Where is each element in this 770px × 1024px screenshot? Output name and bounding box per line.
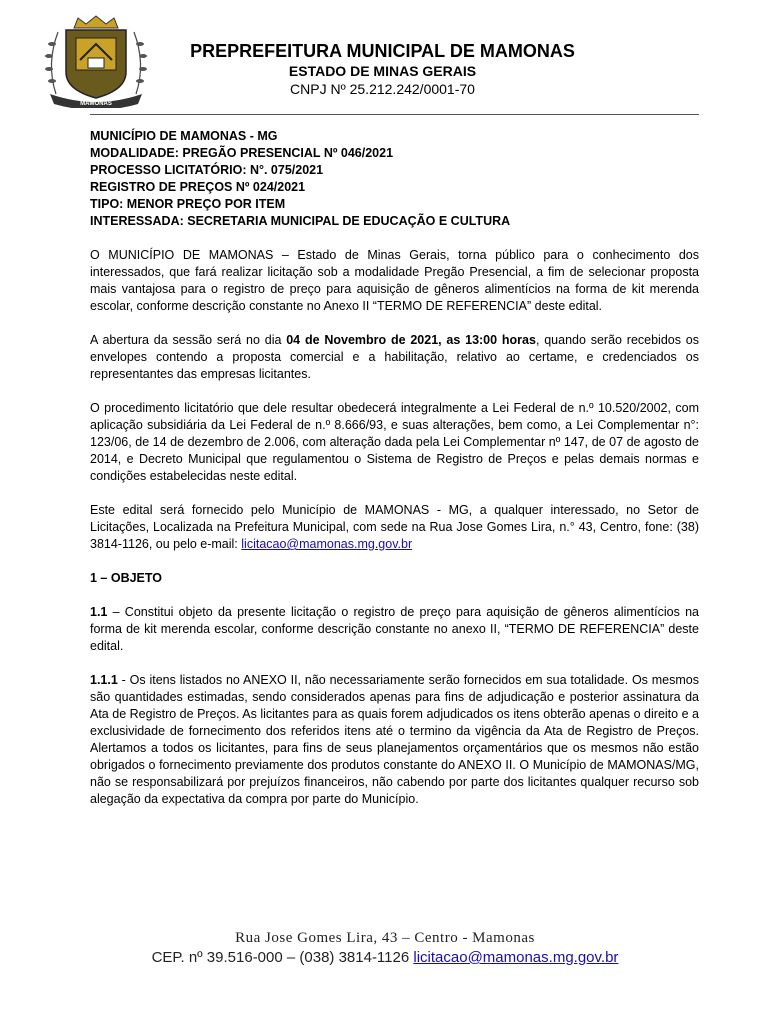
header-state: ESTADO DE MINAS GERAIS bbox=[288, 63, 477, 79]
footer-contact bbox=[0, 948, 770, 967]
footer-address: Rua Jose Gomes Lira, 43 – Centro - Mamonas bbox=[235, 930, 535, 946]
document-body bbox=[90, 128, 699, 808]
session-paragraph bbox=[90, 332, 699, 383]
clause-1-1-text: – Constitui objeto da presente licitação o registro de preço para aquisição de gêneros alimentícios na forma de kit merenda escolar, conforme descrição constante no anexo II, “TERMO DE REFERENCIA” deste edital. bbox=[90, 605, 699, 653]
intro-paragraph: O MUNICÍPIO DE MAMONAS – Estado de Minas Gerais, torna público para o conhecimento dos interessados, que fará realizar licitação sob a modalidade Pregão Presencial, a fim de selecionar proposta mais vantajosa para o registro de preço para aquisição de gêneros alimentícios na forma de kit merenda escolar, conforme descrição constante no Anexo II “TERMO DE REFERENCIA” deste edital. bbox=[90, 248, 699, 313]
document-footer bbox=[0, 929, 770, 967]
email-link[interactable]: licitacao@mamonas.mg.gov.br bbox=[241, 537, 413, 551]
municipal-crest-logo bbox=[36, 14, 156, 108]
meta-line-interessada: INTERESSADA: SECRETARIA MUNICIPAL DE EDUCAÇÃO E CULTURA bbox=[90, 214, 511, 228]
meta-line-tipo: TIPO: MENOR PREÇO POR ITEM bbox=[90, 197, 286, 211]
meta-line-modalidade: MODALIDADE: PREGÃO PRESENCIAL Nº 046/2021 bbox=[90, 146, 394, 160]
header-cnpj: CNPJ Nº 25.212.242/0001-70 bbox=[290, 81, 475, 97]
session-text-end: , quando serão recebidos os envelopes contendo a proposta comercial e a habilitação, relativo ao certame, e credenciados os representantes das empresas licitantes. bbox=[90, 333, 699, 381]
meta-line-registro: REGISTRO DE PREÇOS Nº 024/2021 bbox=[90, 180, 306, 194]
legal-basis-paragraph: O procedimento licitatório que dele resultar obedecerá integralmente a Lei Federal de n.º 10.520/2002, com aplicação subsidiária da Lei Federal de n.º 8.666/93, e suas alterações, bem como, a Lei Complementar n°: 123/06, de 14 de dezembro de 2.006, com alteração dada pela Lei Complementar nº 147, de 07 de agosto de 2014, e Decreto Municipal que regulamentou o Sistema de Registro de Preços e pelas demais normas e condições estabelecidas neste edital. bbox=[90, 401, 699, 483]
meta-line-processo: PROCESSO LICITATÓRIO: N°. 075/2021 bbox=[90, 163, 324, 177]
crest-banner-text: MAMONAS bbox=[80, 101, 112, 107]
meta-line-municipio: MUNICÍPIO DE MAMONAS - MG bbox=[90, 129, 278, 143]
document-header bbox=[165, 40, 600, 98]
session-date: 04 de Novembro de 2021, as 13:00 horas bbox=[286, 333, 536, 347]
clause-1-1-1-text: - Os itens listados no ANEXO II, não necessariamente serão fornecidos em sua totalidade. Os mesmos são quantidades estimadas, sendo considerados apenas para fins de adjudicação e posterior assinatura da Ata de Registro de Preços. As licitantes para as quais forem adjudicados os itens obterão apenas o direito e a exclusividade de fornecimento dos referidos itens até o termino da vigência da Ata de Registro de Preços. Alertamos a todos os licitantes, para fins de seus planejamentos orçamentários que os mesmos não estão obrigados o fornecimento previamente dos produtos constante do ANEXO II. O Município de MAMONAS/MG, não se responsabilizará por prejuízos financeiros, não cabendo por parte dos licitantes qualquer recurso sob alegação da expectativa da compra por parte do Município. bbox=[90, 673, 699, 806]
footer-cep-phone: CEP. nº 39.516-000 – (038) 3814-1126 bbox=[151, 949, 414, 966]
process-metadata bbox=[90, 128, 699, 230]
clause-1-1 bbox=[90, 604, 699, 655]
section-heading-objeto: 1 – OBJETO bbox=[90, 571, 163, 585]
session-text-start: A abertura da sessão será no dia bbox=[90, 333, 287, 347]
header-divider bbox=[90, 114, 699, 115]
availability-paragraph bbox=[90, 502, 699, 553]
clause-1-1-1-number: 1.1.1 bbox=[90, 673, 118, 687]
clause-1-1-number: 1.1 bbox=[90, 605, 108, 619]
footer-email-link[interactable]: licitacao@mamonas.mg.gov.br bbox=[413, 949, 619, 966]
availability-text: Este edital será fornecido pelo Município de MAMONAS - MG, a qualquer interessado, no Setor de Licitações, Localizada na Prefeitura Municipal, com sede na Rua Jose Gomes Lira, n.° 43, Centro, fone: (38) 3814-1126, ou pelo e-mail: bbox=[90, 503, 699, 551]
clause-1-1-1 bbox=[90, 672, 699, 808]
header-title: PREPREFEITURA MUNICIPAL DE MAMONAS bbox=[190, 41, 575, 61]
